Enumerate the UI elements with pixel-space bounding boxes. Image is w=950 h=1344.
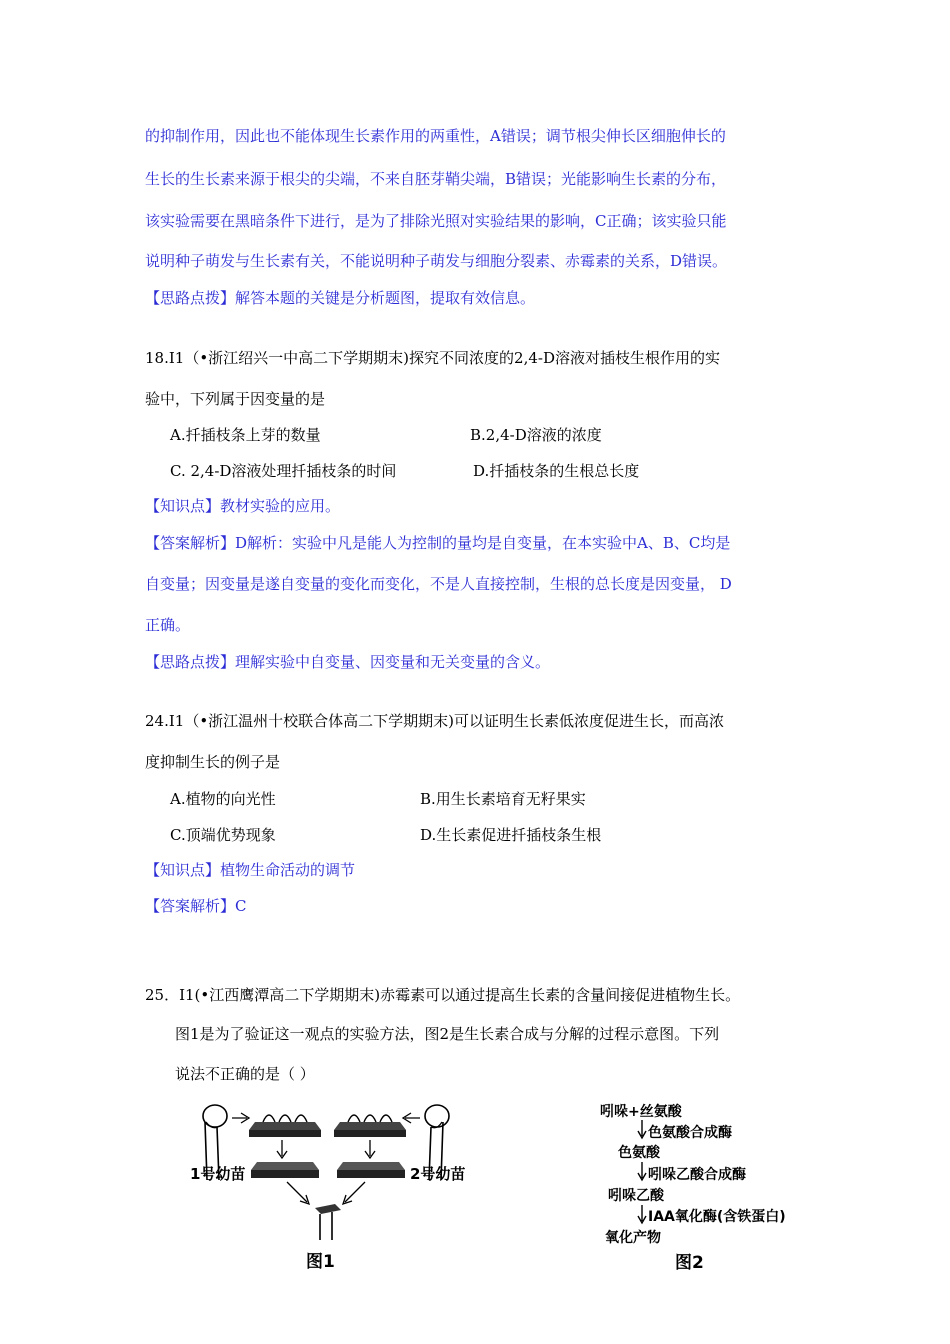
q18-option-b: B.2,4-D溶液的浓度 — [470, 426, 602, 444]
fig2-step-4: 氧化产物 — [605, 1230, 661, 1246]
agar-block-left — [251, 1162, 319, 1178]
q24-stem-line-1: 24.I1（•浙江温州十校联合体高二下学期期末)可以证明生长素低浓度促进生长，而高浓 — [145, 712, 725, 730]
arrow-down-icon — [638, 1162, 646, 1180]
arrow-down-icon — [638, 1205, 646, 1223]
arrow-down-icon — [638, 1120, 646, 1138]
q18-option-c: C. 2,4-D溶液处理扦插枝条的时间 — [170, 462, 397, 480]
q18-stem-line-2: 验中，下列属于因变量的是 — [145, 390, 326, 408]
arrow-right-icon — [232, 1113, 249, 1123]
q24-stem-line-2: 度抑制生长的例子是 — [145, 753, 281, 771]
q25-stem-line-2: 图1是为了验证这一观点的实验方法，图2是生长素合成与分解的过程示意图。下列 — [175, 1025, 720, 1043]
arrow-left-icon — [403, 1113, 420, 1123]
q18-option-a: A.扦插枝条上芽的数量 — [170, 426, 321, 444]
q17-analysis-line-1: 的抑制作用，因此也不能体现生长素作用的两重性，A错误；调节根尖伸长区细胞伸长的 — [145, 127, 726, 145]
fig2-enzyme-1: 色氨酸合成酶 — [648, 1125, 732, 1141]
fig2-enzyme-3: IAA氧化酶(含铁蛋白) — [648, 1209, 786, 1225]
q24-option-c: C.顶端优势现象 — [170, 826, 276, 844]
q24-analysis: 【答案解析】C — [145, 897, 247, 915]
figure-2-iaa-pathway — [600, 1098, 825, 1278]
q18-hint: 【思路点拨】理解实验中自变量、因变量和无关变量的含义。 — [145, 653, 551, 671]
decapitated-seedling-icon — [315, 1204, 341, 1240]
q17-analysis-line-4: 说明种子萌发与生长素有关，不能说明种子萌发与细胞分裂素、赤霉素的关系，D错误。 — [145, 252, 728, 270]
q18-option-d: D.扦插枝条的生根总长度 — [473, 462, 640, 480]
fig2-step-2: 色氨酸 — [618, 1145, 660, 1161]
figure-1-agar-experiment — [175, 1100, 495, 1275]
q24-option-b: B.用生长素培育无籽果实 — [420, 790, 586, 808]
fig1-caption: 图1 — [306, 1252, 335, 1272]
fig1-label-left: 1号幼苗 — [190, 1165, 246, 1183]
fig2-caption: 图2 — [675, 1253, 704, 1273]
q18-stem-line-1: 18.I1（•浙江绍兴一中高二下学期期末)探究不同浓度的2,4-D溶液对插枝生根作用的实 — [145, 349, 720, 367]
agar-block-right — [337, 1162, 405, 1178]
q18-analysis-line-1: 【答案解析】D解析：实验中凡是能人为控制的量均是自变量，在本实验中A、B、C均是 — [145, 534, 731, 552]
q25-stem-line-3: 说法不正确的是（ ） — [175, 1065, 315, 1083]
q17-hint: 【思路点拨】解答本题的关键是分析题图，提取有效信息。 — [145, 289, 536, 307]
q17-analysis-line-3: 该实验需要在黑暗条件下进行，是为了排除光照对实验结果的影响，C正确；该实验只能 — [145, 212, 727, 230]
agar-block-with-tips-right — [334, 1115, 406, 1137]
fig2-step-1: 吲哚+丝氨酸 — [600, 1104, 682, 1120]
q17-analysis-line-2: 生长的生长素来源于根尖的尖端，不来自胚芽鞘尖端，B错误；光能影响生长素的分布， — [145, 170, 727, 188]
fig1-label-right: 2号幼苗 — [410, 1165, 466, 1183]
agar-block-with-tips-left — [249, 1115, 321, 1137]
q24-option-a: A.植物的向光性 — [170, 790, 276, 808]
q24-option-d: D.生长素促进扦插枝条生根 — [420, 826, 602, 844]
q18-analysis-line-3: 正确。 — [145, 616, 191, 634]
fig2-step-3: 吲哚乙酸 — [608, 1188, 664, 1204]
q18-analysis-line-2: 自变量；因变量是遂自变量的变化而变化，不是人直接控制，生根的总长度是因变量， D — [145, 575, 732, 593]
q25-stem-line-1: 25．I1(•江西鹰潭高二下学期期末)赤霉素可以通过提高生长素的含量间接促进植物生长。 — [145, 986, 741, 1004]
q24-knowledge-point: 【知识点】植物生命活动的调节 — [145, 861, 356, 879]
arrow-diagonal-icon — [287, 1182, 365, 1204]
fig2-enzyme-2: 吲哚乙酸合成酶 — [648, 1167, 746, 1183]
arrow-down-icon — [277, 1140, 375, 1158]
q18-knowledge-point: 【知识点】教材实验的应用。 — [145, 497, 341, 515]
